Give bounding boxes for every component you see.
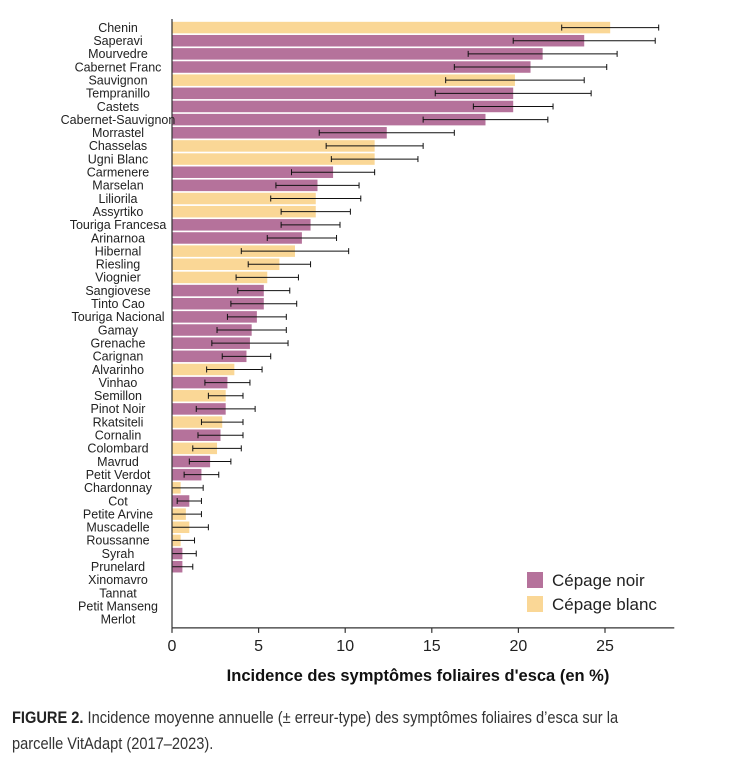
- category-label-colombard: Colombard: [87, 441, 149, 456]
- x-tick-label-10: 10: [336, 637, 355, 655]
- legend-label-noir: Cépage noir: [552, 571, 645, 590]
- caption-line-1: Incidence moyenne annuelle (± erreur-type) des symptômes foliaires d’esca sur la: [87, 708, 619, 727]
- legend-swatch-blanc: [527, 596, 543, 612]
- x-tick-label-25: 25: [596, 637, 614, 655]
- category-label-gamay: Gamay: [97, 323, 139, 338]
- category-label-morrastel: Morrastel: [91, 126, 145, 141]
- x-tick-label-20: 20: [509, 637, 528, 655]
- category-label-grenache: Grenache: [90, 336, 146, 351]
- category-label-tempranillo: Tempranillo: [86, 86, 150, 101]
- x-axis-label: Incidence des symptômes foliaires d'esca (en %): [226, 666, 610, 685]
- figure-label: FIGURE 2.: [12, 708, 84, 727]
- category-label-sangiovese: Sangiovese: [85, 283, 151, 298]
- category-label-saperavi: Saperavi: [93, 34, 143, 49]
- bar-castets: [172, 101, 513, 113]
- category-label-mourvedre: Mourvedre: [88, 47, 148, 62]
- category-label-tinto-cao: Tinto Cao: [91, 297, 145, 312]
- category-label-syrah: Syrah: [101, 546, 135, 561]
- category-label-chenin: Chenin: [98, 20, 138, 35]
- category-label-pinot-noir: Pinot Noir: [90, 402, 146, 417]
- category-label-chardonnay: Chardonnay: [83, 481, 153, 496]
- x-tick-label-15: 15: [422, 637, 441, 655]
- category-label-liliorila: Liliorila: [98, 191, 138, 206]
- category-label-carmenere: Carmenere: [86, 165, 150, 180]
- legend-swatch-noir: [527, 572, 543, 588]
- category-label-ugni-blanc: Ugni Blanc: [87, 152, 149, 167]
- category-label-hibernal: Hibernal: [94, 244, 142, 259]
- category-label-castets: Castets: [96, 99, 140, 114]
- x-tick-label-5: 5: [254, 637, 264, 655]
- category-label-muscadelle: Muscadelle: [86, 520, 150, 535]
- category-label-petite-arvine: Petite Arvine: [82, 507, 154, 522]
- category-label-petit-manseng: Petit Manseng: [78, 599, 158, 614]
- category-label-rkatsiteli: Rkatsiteli: [92, 415, 144, 430]
- x-ticks: [168, 628, 614, 655]
- category-label-cabernet-franc: Cabernet Franc: [74, 60, 162, 75]
- category-label-alvarinho: Alvarinho: [91, 362, 145, 377]
- category-label-cornalin: Cornalin: [94, 428, 142, 443]
- legend-entry-noir: [527, 571, 645, 590]
- category-label-cot: Cot: [108, 494, 128, 509]
- category-labels: [61, 21, 176, 627]
- figure-caption: [12, 705, 636, 757]
- legend: [527, 571, 657, 614]
- category-label-touriga-nacional: Touriga Nacional: [71, 310, 165, 325]
- category-label-vinhao: Vinhao: [98, 375, 138, 390]
- category-label-chasselas: Chasselas: [88, 139, 148, 154]
- category-label-carignan: Carignan: [92, 349, 144, 364]
- category-label-arinarnoa: Arinarnoa: [90, 231, 146, 246]
- category-label-prunelard: Prunelard: [90, 560, 146, 575]
- category-label-assyrtiko: Assyrtiko: [92, 204, 144, 219]
- category-label-merlot: Merlot: [100, 612, 136, 627]
- category-label-marselan: Marselan: [92, 178, 144, 193]
- category-label-semillon: Semillon: [94, 389, 142, 404]
- category-label-sauvignon: Sauvignon: [88, 73, 148, 88]
- bar-chenin: [172, 22, 610, 34]
- category-label-petit-verdot: Petit Verdot: [85, 467, 151, 482]
- category-label-riesling: Riesling: [95, 257, 141, 272]
- category-label-cabernet-sauvignon: Cabernet-Sauvignon: [60, 112, 176, 127]
- category-label-viognier: Viognier: [95, 270, 141, 285]
- category-label-xinomavro: Xinomavro: [88, 573, 148, 588]
- x-tick-label-0: 0: [167, 637, 177, 655]
- legend-label-blanc: Cépage blanc: [552, 595, 657, 614]
- category-label-roussanne: Roussanne: [86, 533, 150, 548]
- bars-layer: [172, 22, 610, 573]
- category-label-tannat: Tannat: [99, 586, 137, 601]
- category-label-touriga-francesa: Touriga Francesa: [69, 218, 167, 233]
- legend-entry-blanc: [527, 595, 657, 614]
- caption-line-2: parcelle VitAdapt (2017–2023).: [12, 734, 214, 753]
- category-label-mavrud: Mavrud: [97, 454, 139, 469]
